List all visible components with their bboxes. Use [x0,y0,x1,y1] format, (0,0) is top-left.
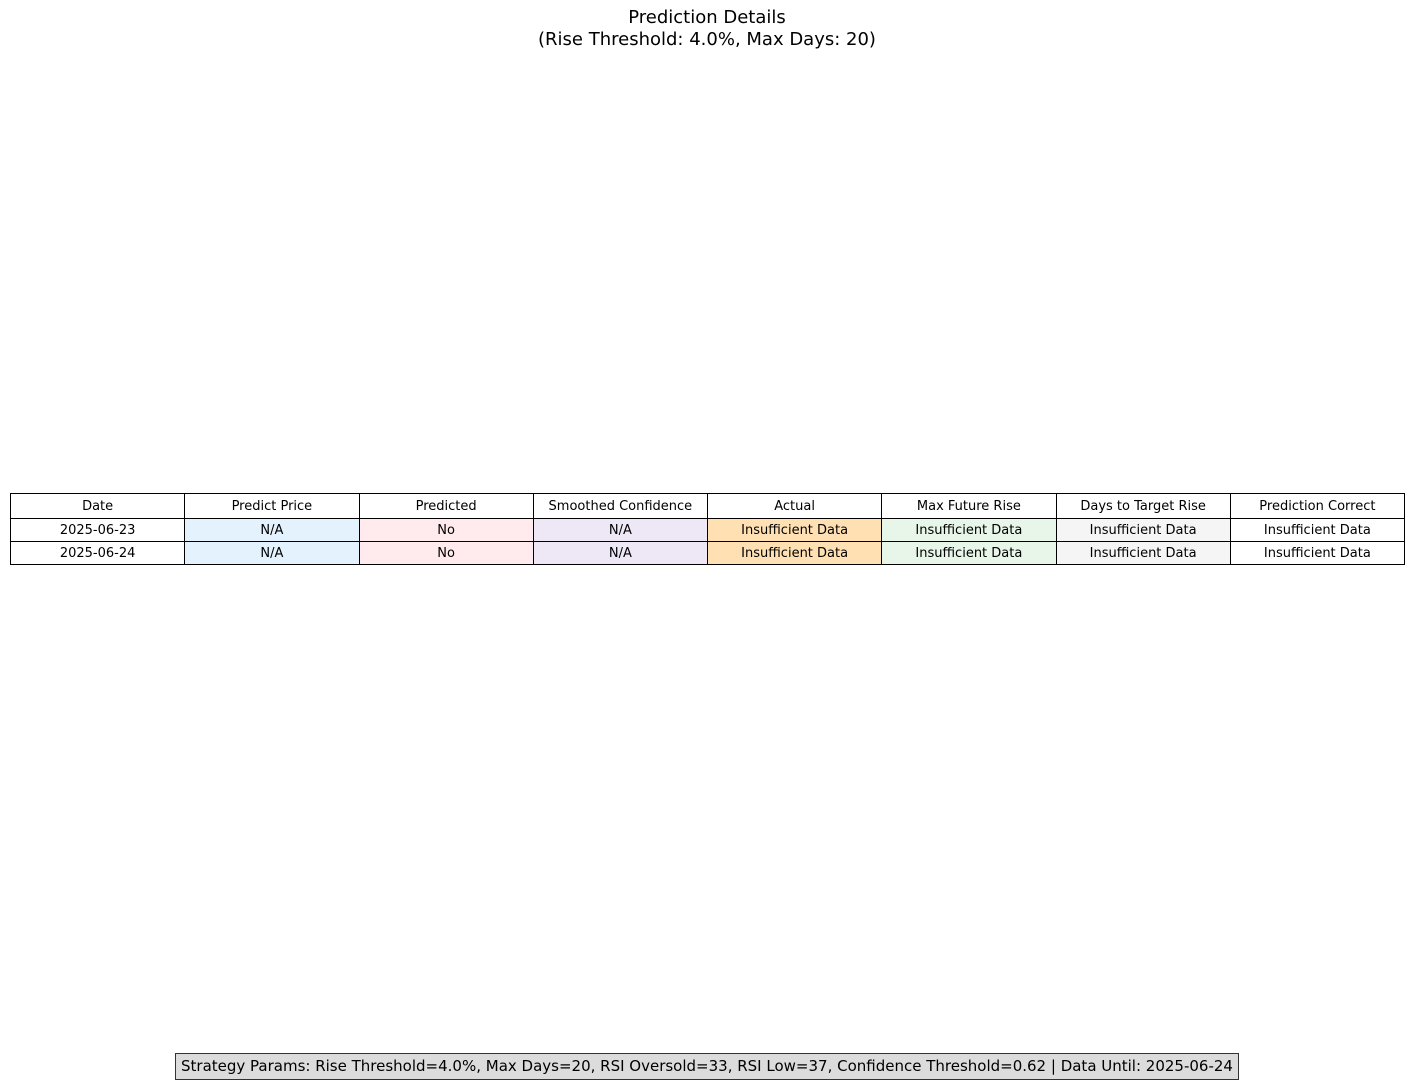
header-prediction-correct: Prediction Correct [1230,494,1404,519]
header-max-future-rise: Max Future Rise [882,494,1056,519]
header-predicted: Predicted [359,494,533,519]
cell-actual: Insufficient Data [708,542,882,565]
header-smoothed-confidence: Smoothed Confidence [533,494,707,519]
chart-subtitle: (Rise Threshold: 4.0%, Max Days: 20) [538,29,876,50]
chart-title-main: Prediction Details [628,7,786,28]
header-actual: Actual [708,494,882,519]
cell-days-to-target-rise: Insufficient Data [1056,542,1230,565]
header-date: Date [11,494,185,519]
cell-max-future-rise: Insufficient Data [882,542,1056,565]
table-row [11,542,1405,565]
footer [0,1053,1414,1080]
chart-title [0,7,1414,51]
cell-predict-price: N/A [185,542,359,565]
cell-actual: Insufficient Data [708,519,882,542]
table-header-row [11,494,1405,519]
cell-smoothed-confidence: N/A [533,542,707,565]
prediction-table [10,493,1405,565]
header-days-to-target-rise: Days to Target Rise [1056,494,1230,519]
cell-date: 2025-06-23 [11,519,185,542]
cell-prediction-correct: Insufficient Data [1230,519,1404,542]
cell-prediction-correct: Insufficient Data [1230,542,1404,565]
header-predict-price: Predict Price [185,494,359,519]
cell-predicted: No [359,542,533,565]
cell-predicted: No [359,519,533,542]
cell-days-to-target-rise: Insufficient Data [1056,519,1230,542]
table-row [11,519,1405,542]
cell-smoothed-confidence: N/A [533,519,707,542]
cell-predict-price: N/A [185,519,359,542]
cell-date: 2025-06-24 [11,542,185,565]
cell-max-future-rise: Insufficient Data [882,519,1056,542]
strategy-params-footer: Strategy Params: Rise Threshold=4.0%, Max Days=20, RSI Oversold=33, RSI Low=37, Confidence Threshold=0.62 | Data Until: 2025-06-24 [175,1053,1239,1080]
